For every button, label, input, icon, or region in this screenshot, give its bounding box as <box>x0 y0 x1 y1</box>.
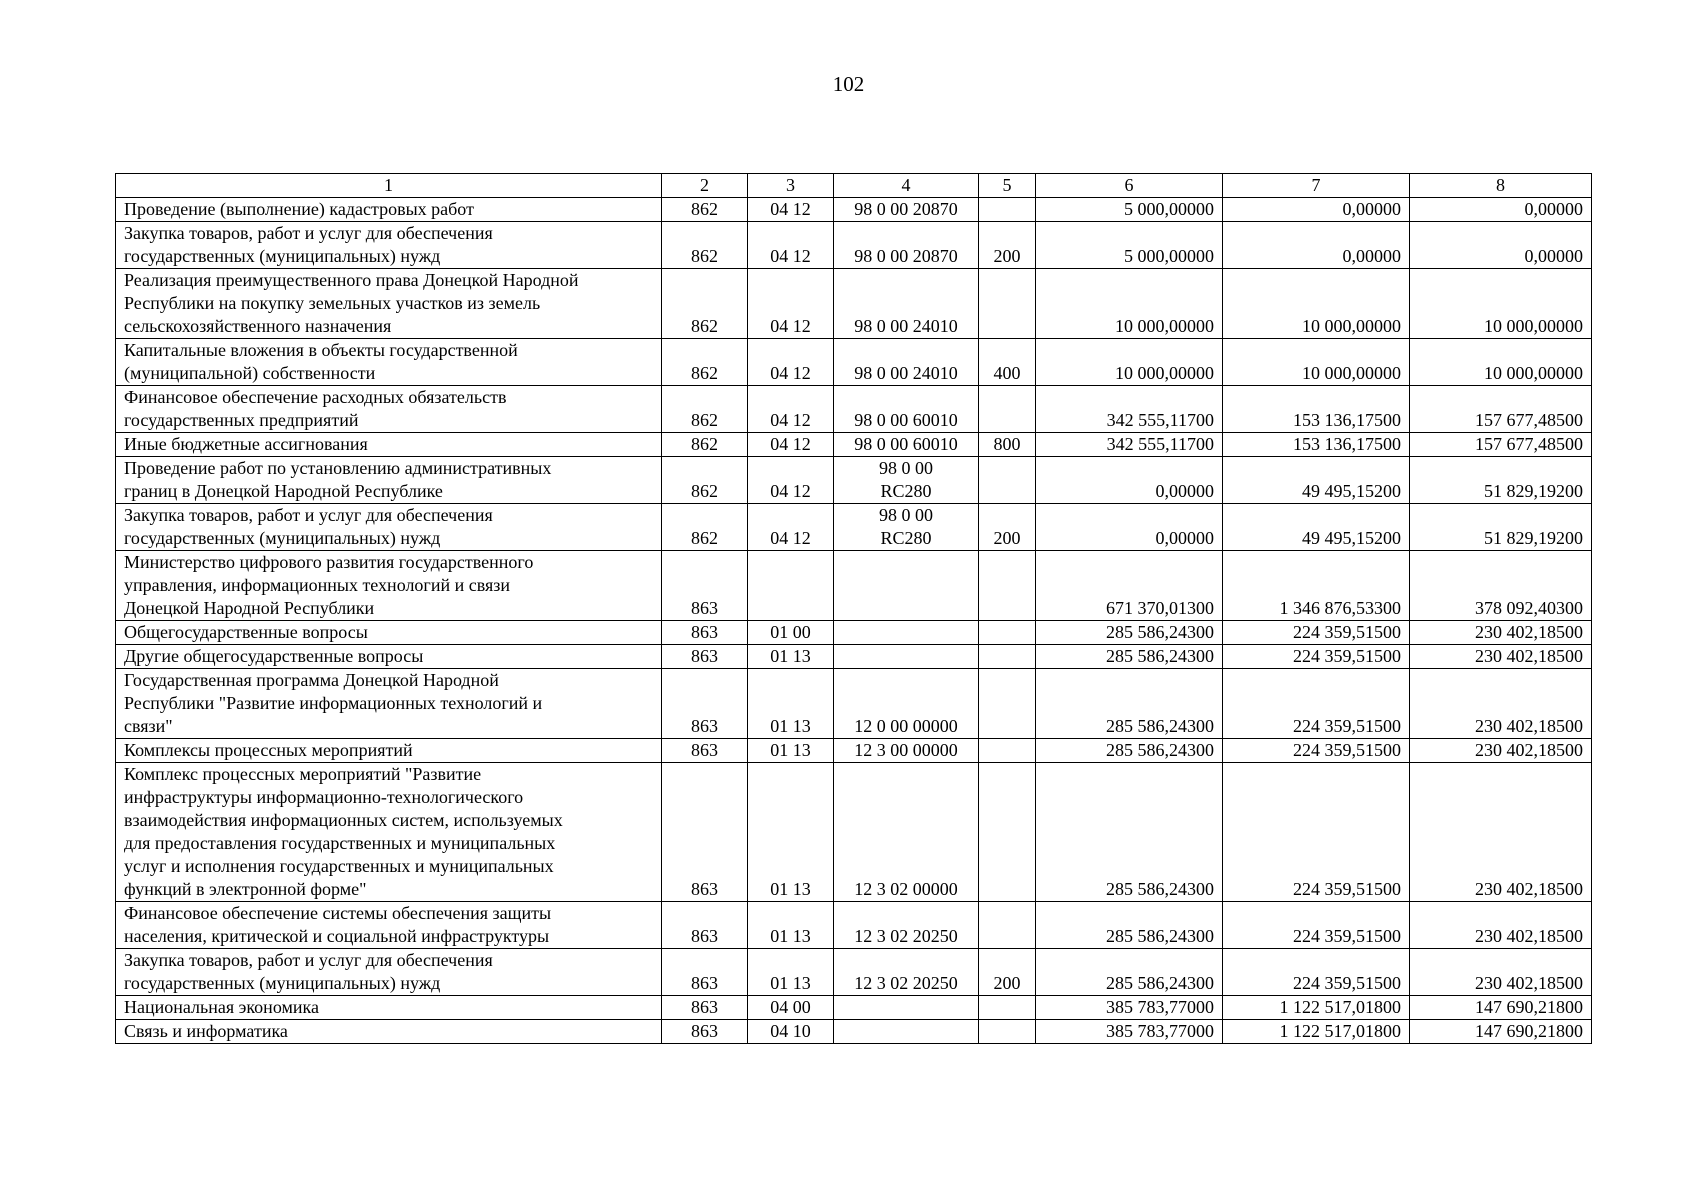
admin-code-cell: 862 <box>662 339 748 386</box>
amount-col8-cell: 157 677,48500 <box>1410 386 1592 433</box>
amount-col6-cell: 5 000,00000 <box>1036 222 1223 269</box>
section-code-cell: 04 12 <box>748 504 834 551</box>
row-name-cell: Финансовое обеспечение системы обеспечения защиты населения, критической и социальной инфраструктуры <box>116 902 662 949</box>
row-name-cell: Закупка товаров, работ и услуг для обеспечения государственных (муниципальных) нужд <box>116 949 662 996</box>
amount-col8-cell: 10 000,00000 <box>1410 269 1592 339</box>
admin-code-cell: 863 <box>662 949 748 996</box>
amount-col6-cell: 285 586,24300 <box>1036 669 1223 739</box>
amount-col6-cell: 385 783,77000 <box>1036 996 1223 1020</box>
row-name-cell: Общегосударственные вопросы <box>116 621 662 645</box>
table-row <box>116 269 1592 339</box>
section-code-cell: 01 13 <box>748 763 834 902</box>
row-name-cell: Проведение (выполнение) кадастровых работ <box>116 198 662 222</box>
amount-col6-cell: 10 000,00000 <box>1036 339 1223 386</box>
expense-type-cell <box>979 902 1036 949</box>
amount-col6-cell: 285 586,24300 <box>1036 645 1223 669</box>
amount-col8-cell: 0,00000 <box>1410 222 1592 269</box>
table-row <box>116 504 1592 551</box>
admin-code-cell: 863 <box>662 621 748 645</box>
amount-col6-cell: 285 586,24300 <box>1036 763 1223 902</box>
row-name-cell: Комплекс процессных мероприятий "Развитие инфраструктуры информационно-технологического взаимодействия информационных систем, используемых для предоставления государственных и муниципальных услуг и исполнения государственных и муниципальных функций в электронной форме" <box>116 763 662 902</box>
amount-col8-cell: 147 690,21800 <box>1410 996 1592 1020</box>
admin-code-cell: 862 <box>662 222 748 269</box>
row-name-cell: Министерство цифрового развития государственного управления, информационных технологий и связи Донецкой Народной Республики <box>116 551 662 621</box>
amount-col7-cell: 224 359,51500 <box>1223 669 1410 739</box>
admin-code-cell: 862 <box>662 433 748 457</box>
expense-type-cell: 400 <box>979 339 1036 386</box>
amount-col7-cell: 224 359,51500 <box>1223 949 1410 996</box>
amount-col8-cell: 230 402,18500 <box>1410 739 1592 763</box>
row-name-cell: Комплексы процессных мероприятий <box>116 739 662 763</box>
table-row <box>116 386 1592 433</box>
row-name-cell: Государственная программа Донецкой Народной Республики "Развитие информационных технологий и связи" <box>116 669 662 739</box>
expense-type-cell <box>979 996 1036 1020</box>
column-header: 7 <box>1223 174 1410 198</box>
page-number: 102 <box>832 72 865 96</box>
amount-col7-cell: 224 359,51500 <box>1223 645 1410 669</box>
target-item-cell: 12 3 00 00000 <box>834 739 979 763</box>
section-code-cell: 04 12 <box>748 198 834 222</box>
amount-col8-cell: 230 402,18500 <box>1410 645 1592 669</box>
row-name-cell: Финансовое обеспечение расходных обязательств государственных предприятий <box>116 386 662 433</box>
column-header: 2 <box>662 174 748 198</box>
target-item-cell <box>834 645 979 669</box>
amount-col7-cell: 49 495,15200 <box>1223 457 1410 504</box>
expense-type-cell <box>979 269 1036 339</box>
amount-col6-cell: 0,00000 <box>1036 457 1223 504</box>
section-code-cell: 04 12 <box>748 386 834 433</box>
table-row <box>116 339 1592 386</box>
target-item-cell <box>834 996 979 1020</box>
amount-col6-cell: 385 783,77000 <box>1036 1020 1223 1044</box>
row-name-cell: Закупка товаров, работ и услуг для обеспечения государственных (муниципальных) нужд <box>116 504 662 551</box>
admin-code-cell: 862 <box>662 386 748 433</box>
column-header: 4 <box>834 174 979 198</box>
amount-col6-cell: 285 586,24300 <box>1036 739 1223 763</box>
expense-type-cell: 200 <box>979 222 1036 269</box>
admin-code-cell: 863 <box>662 763 748 902</box>
target-item-cell: 98 0 00 RC280 <box>834 457 979 504</box>
column-header: 6 <box>1036 174 1223 198</box>
section-code-cell: 01 13 <box>748 902 834 949</box>
target-item-cell <box>834 621 979 645</box>
target-item-cell: 12 3 02 20250 <box>834 949 979 996</box>
amount-col7-cell: 153 136,17500 <box>1223 386 1410 433</box>
amount-col7-cell: 224 359,51500 <box>1223 621 1410 645</box>
expense-type-cell <box>979 739 1036 763</box>
table-header-row <box>116 174 1592 198</box>
amount-col7-cell: 49 495,15200 <box>1223 504 1410 551</box>
expense-type-cell <box>979 1020 1036 1044</box>
section-code-cell: 04 12 <box>748 269 834 339</box>
amount-col8-cell: 51 829,19200 <box>1410 504 1592 551</box>
section-code-cell: 04 00 <box>748 996 834 1020</box>
section-code-cell: 04 10 <box>748 1020 834 1044</box>
section-code-cell: 04 12 <box>748 433 834 457</box>
amount-col6-cell: 0,00000 <box>1036 504 1223 551</box>
column-header: 3 <box>748 174 834 198</box>
expense-type-cell <box>979 645 1036 669</box>
row-name-cell: Национальная экономика <box>116 996 662 1020</box>
admin-code-cell: 863 <box>662 669 748 739</box>
admin-code-cell: 863 <box>662 645 748 669</box>
amount-col6-cell: 671 370,01300 <box>1036 551 1223 621</box>
table-row <box>116 457 1592 504</box>
row-name-cell: Проведение работ по установлению административных границ в Донецкой Народной Республике <box>116 457 662 504</box>
table-row <box>116 1020 1592 1044</box>
section-code-cell: 01 00 <box>748 621 834 645</box>
section-code-cell <box>748 551 834 621</box>
admin-code-cell: 862 <box>662 269 748 339</box>
expense-type-cell: 200 <box>979 504 1036 551</box>
admin-code-cell: 863 <box>662 551 748 621</box>
amount-col8-cell: 147 690,21800 <box>1410 1020 1592 1044</box>
target-item-cell: 98 0 00 RC280 <box>834 504 979 551</box>
amount-col6-cell: 5 000,00000 <box>1036 198 1223 222</box>
amount-col8-cell: 230 402,18500 <box>1410 669 1592 739</box>
target-item-cell <box>834 1020 979 1044</box>
amount-col6-cell: 285 586,24300 <box>1036 949 1223 996</box>
table-row <box>116 433 1592 457</box>
target-item-cell: 98 0 00 24010 <box>834 269 979 339</box>
expense-type-cell <box>979 457 1036 504</box>
amount-col7-cell: 0,00000 <box>1223 222 1410 269</box>
amount-col6-cell: 285 586,24300 <box>1036 902 1223 949</box>
target-item-cell: 98 0 00 20870 <box>834 222 979 269</box>
row-name-cell: Связь и информатика <box>116 1020 662 1044</box>
section-code-cell: 04 12 <box>748 457 834 504</box>
table-row <box>116 763 1592 902</box>
table-row <box>116 645 1592 669</box>
budget-table <box>115 173 1592 1044</box>
section-code-cell: 01 13 <box>748 645 834 669</box>
amount-col8-cell: 230 402,18500 <box>1410 621 1592 645</box>
amount-col7-cell: 1 122 517,01800 <box>1223 996 1410 1020</box>
target-item-cell: 98 0 00 20870 <box>834 198 979 222</box>
table-row <box>116 902 1592 949</box>
amount-col8-cell: 51 829,19200 <box>1410 457 1592 504</box>
table-row <box>116 198 1592 222</box>
column-header: 8 <box>1410 174 1592 198</box>
column-header: 5 <box>979 174 1036 198</box>
row-name-cell: Реализация преимущественного права Донецкой Народной Республики на покупку земельных участков из земель сельскохозяйственного назначения <box>116 269 662 339</box>
admin-code-cell: 863 <box>662 902 748 949</box>
admin-code-cell: 862 <box>662 457 748 504</box>
section-code-cell: 01 13 <box>748 669 834 739</box>
amount-col7-cell: 224 359,51500 <box>1223 739 1410 763</box>
amount-col7-cell: 224 359,51500 <box>1223 763 1410 902</box>
section-code-cell: 04 12 <box>748 339 834 386</box>
row-name-cell: Другие общегосударственные вопросы <box>116 645 662 669</box>
admin-code-cell: 863 <box>662 739 748 763</box>
amount-col8-cell: 157 677,48500 <box>1410 433 1592 457</box>
target-item-cell: 12 3 02 00000 <box>834 763 979 902</box>
expense-type-cell <box>979 763 1036 902</box>
expense-type-cell <box>979 551 1036 621</box>
table-row <box>116 551 1592 621</box>
section-code-cell: 04 12 <box>748 222 834 269</box>
admin-code-cell: 863 <box>662 1020 748 1044</box>
amount-col7-cell: 10 000,00000 <box>1223 269 1410 339</box>
expense-type-cell <box>979 669 1036 739</box>
amount-col8-cell: 230 402,18500 <box>1410 949 1592 996</box>
amount-col8-cell: 10 000,00000 <box>1410 339 1592 386</box>
expense-type-cell: 200 <box>979 949 1036 996</box>
table-row <box>116 739 1592 763</box>
target-item-cell: 12 0 00 00000 <box>834 669 979 739</box>
amount-col6-cell: 342 555,11700 <box>1036 386 1223 433</box>
target-item-cell: 98 0 00 24010 <box>834 339 979 386</box>
amount-col6-cell: 285 586,24300 <box>1036 621 1223 645</box>
admin-code-cell: 862 <box>662 504 748 551</box>
admin-code-cell: 862 <box>662 198 748 222</box>
admin-code-cell: 863 <box>662 996 748 1020</box>
expense-type-cell <box>979 621 1036 645</box>
amount-col7-cell: 10 000,00000 <box>1223 339 1410 386</box>
amount-col7-cell: 0,00000 <box>1223 198 1410 222</box>
table-row <box>116 222 1592 269</box>
row-name-cell: Иные бюджетные ассигнования <box>116 433 662 457</box>
amount-col7-cell: 224 359,51500 <box>1223 902 1410 949</box>
amount-col6-cell: 10 000,00000 <box>1036 269 1223 339</box>
amount-col8-cell: 230 402,18500 <box>1410 763 1592 902</box>
section-code-cell: 01 13 <box>748 739 834 763</box>
target-item-cell: 98 0 00 60010 <box>834 433 979 457</box>
amount-col7-cell: 1 346 876,53300 <box>1223 551 1410 621</box>
row-name-cell: Капитальные вложения в объекты государственной (муниципальной) собственности <box>116 339 662 386</box>
amount-col8-cell: 378 092,40300 <box>1410 551 1592 621</box>
amount-col8-cell: 0,00000 <box>1410 198 1592 222</box>
target-item-cell: 98 0 00 60010 <box>834 386 979 433</box>
amount-col6-cell: 342 555,11700 <box>1036 433 1223 457</box>
section-code-cell: 01 13 <box>748 949 834 996</box>
target-item-cell: 12 3 02 20250 <box>834 902 979 949</box>
target-item-cell <box>834 551 979 621</box>
amount-col7-cell: 153 136,17500 <box>1223 433 1410 457</box>
amount-col7-cell: 1 122 517,01800 <box>1223 1020 1410 1044</box>
table-row <box>116 996 1592 1020</box>
table-row <box>116 949 1592 996</box>
table-row <box>116 621 1592 645</box>
row-name-cell: Закупка товаров, работ и услуг для обеспечения государственных (муниципальных) нужд <box>116 222 662 269</box>
column-header: 1 <box>116 174 662 198</box>
amount-col8-cell: 230 402,18500 <box>1410 902 1592 949</box>
expense-type-cell: 800 <box>979 433 1036 457</box>
table-row <box>116 669 1592 739</box>
expense-type-cell <box>979 198 1036 222</box>
expense-type-cell <box>979 386 1036 433</box>
